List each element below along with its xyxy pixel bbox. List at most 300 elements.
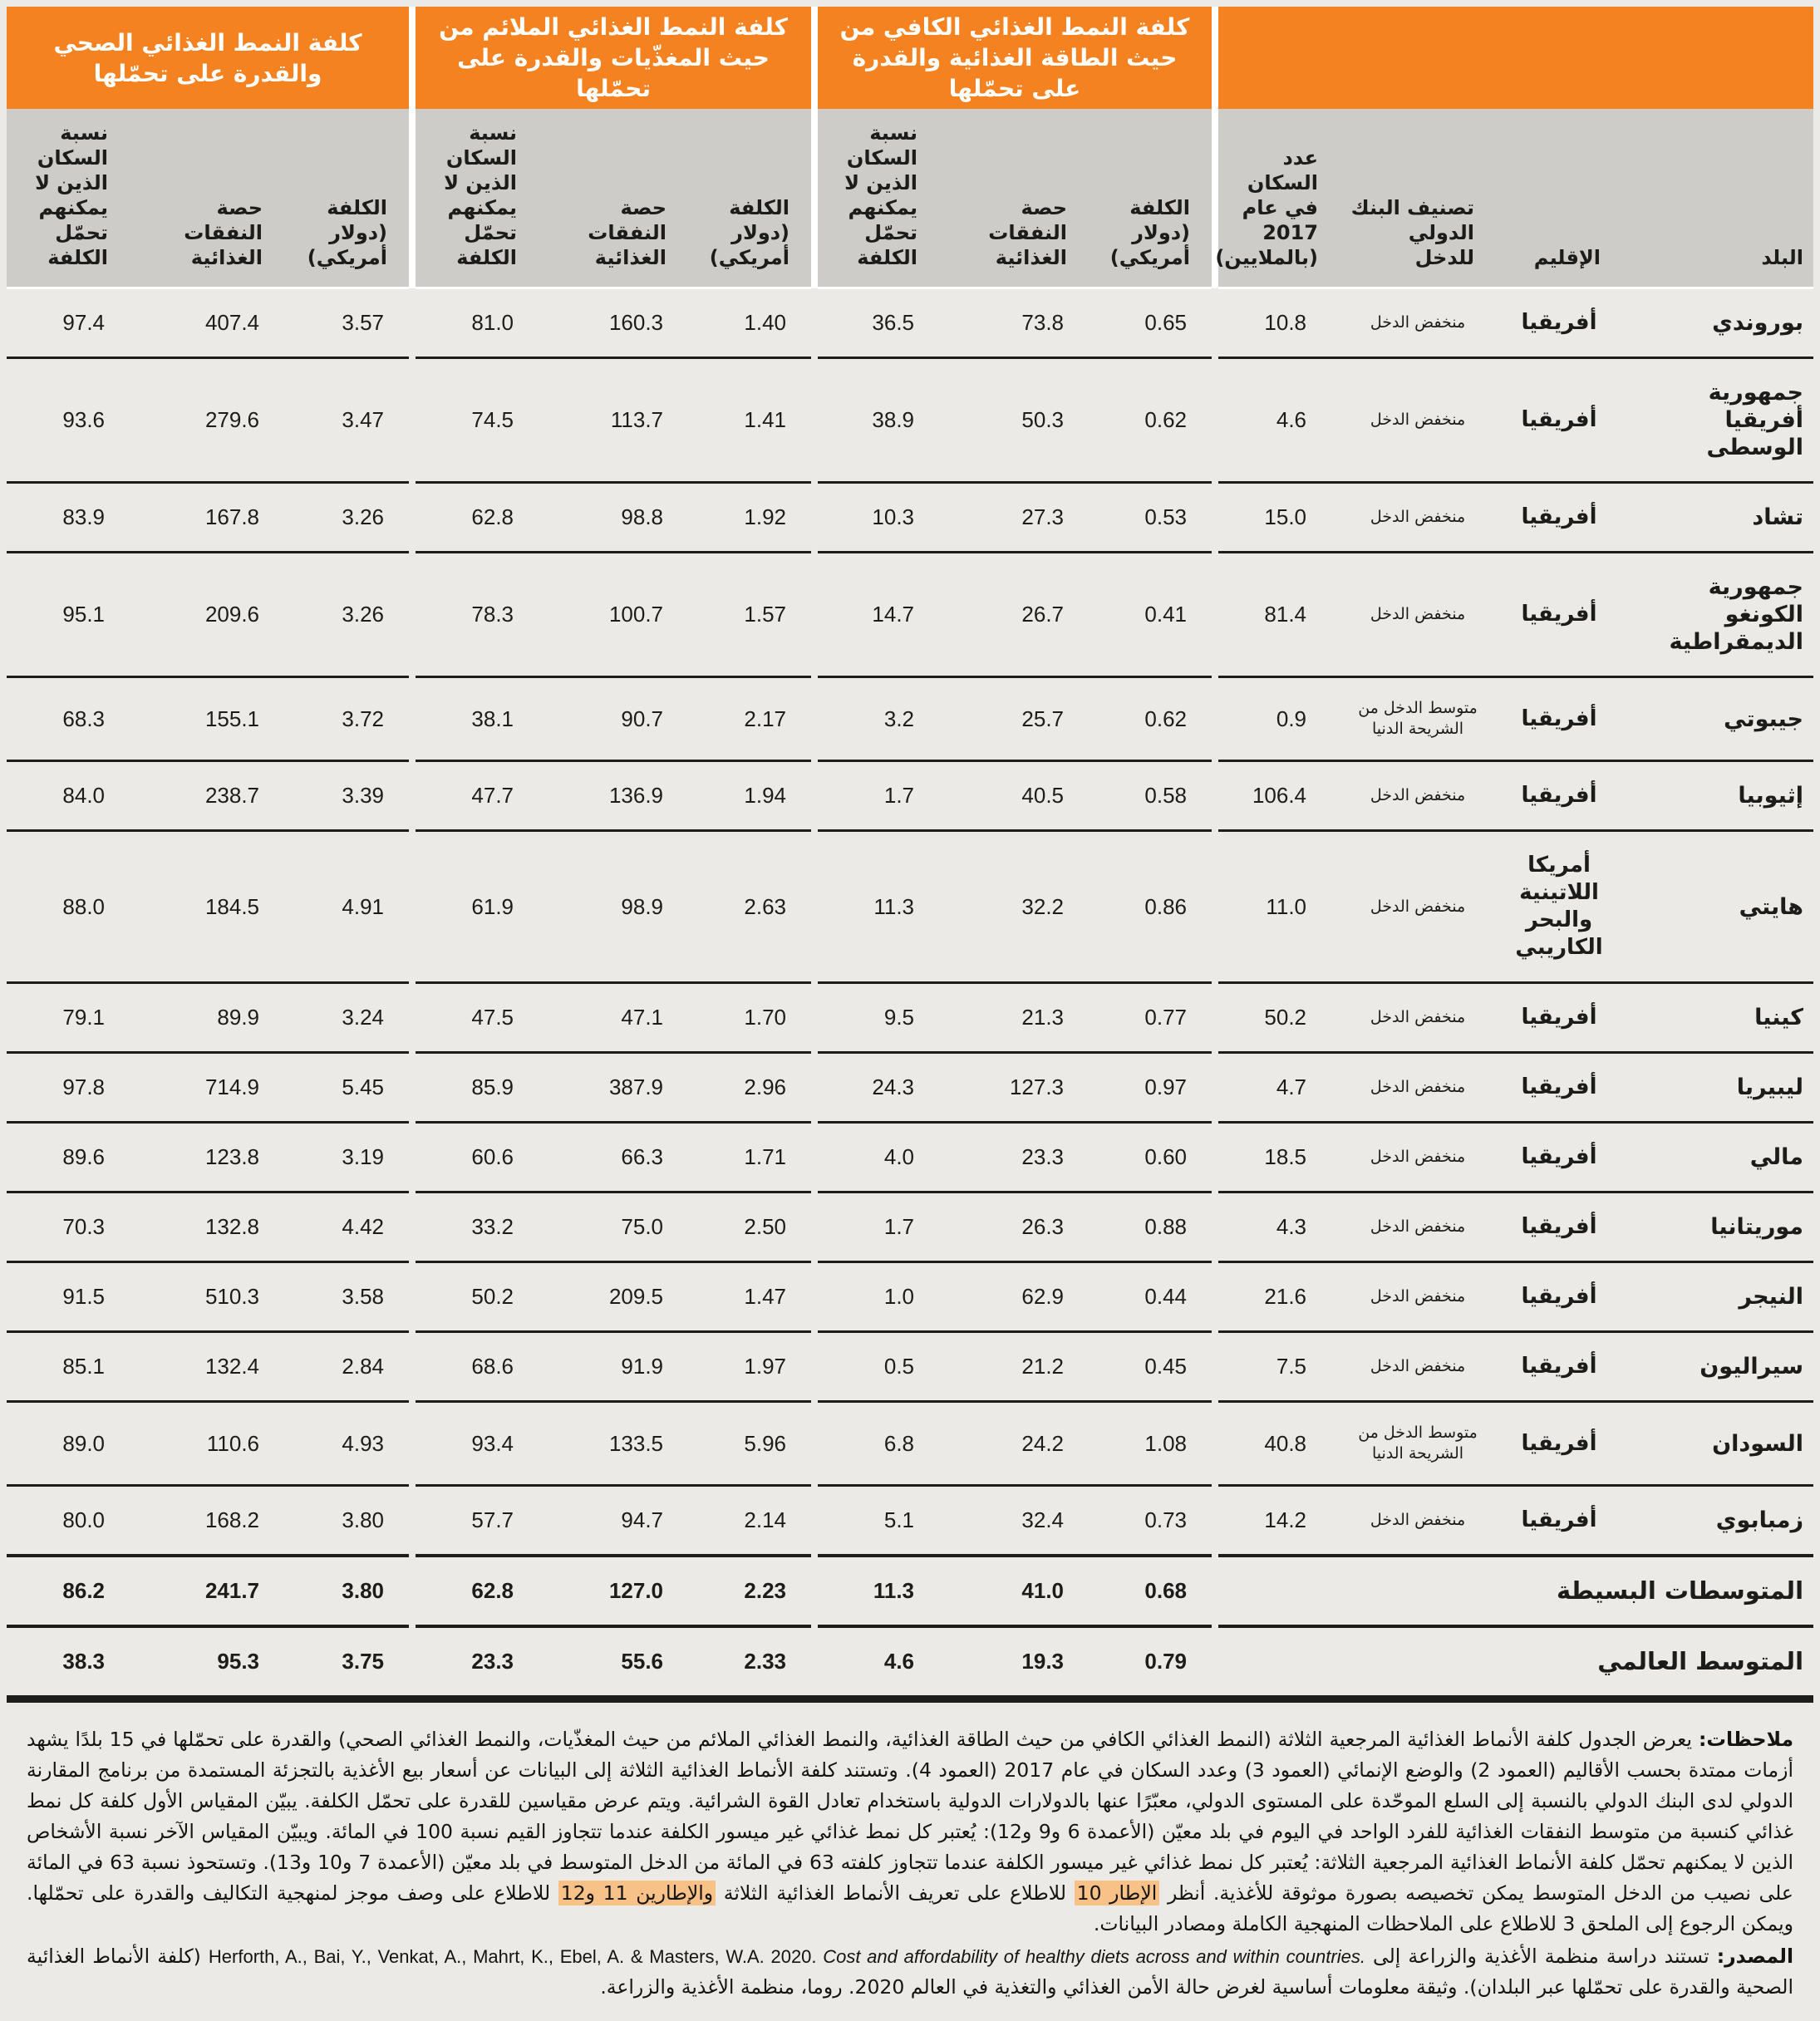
cell-healthy-unaffordable: 88.0 [7,831,130,983]
cell-nutrient-unaffordable: 74.5 [416,358,539,483]
cell-energy-unaffordable: 24.3 [818,1053,939,1123]
column-gap [811,831,818,983]
cell-healthy-unaffordable: 89.6 [7,1123,130,1192]
cell-nutrient-share: 136.9 [539,761,688,831]
column-gap [1212,1332,1218,1402]
cell-energy-share: 26.7 [939,553,1089,677]
cell-nutrient-cost: 1.94 [688,761,811,831]
cell-nutrient-unaffordable: 78.3 [416,553,539,677]
cell-nutrient-unaffordable: 60.6 [416,1123,539,1192]
cell-energy-share: 23.3 [939,1123,1089,1192]
cell-healthy-cost: 3.57 [342,310,385,335]
column-header-nutrient-cost: الكلفة (دولار أمريكي) [688,109,811,288]
cell-income-classification: منخفض الدخل [1340,983,1496,1053]
cell-population: 4.6 [1218,358,1340,483]
cell-nutrient-unaffordable: 62.8 [416,1556,539,1626]
cell-energy-unaffordable: 1.7 [818,761,939,831]
cell-energy-cost: 1.08 [1089,1402,1212,1486]
cell-nutrient-cost: 1.71 [688,1123,811,1192]
column-gap [811,1053,818,1123]
group-header-healthy-diet: كلفة النمط الغذائي الصحي والقدرة على تحمّلها [7,7,409,109]
cell-region: أفريقيا [1496,1486,1622,1556]
cell-energy-unaffordable: 6.8 [818,1402,939,1486]
cell-country: زمبابوي [1622,1486,1813,1556]
cell-region: أفريقيا [1496,483,1622,553]
cell-nutrient-unaffordable: 93.4 [416,1402,539,1486]
table-row [7,288,1813,358]
cell-population: 4.3 [1218,1192,1340,1262]
cell-nutrient-cost: 2.17 [688,677,811,761]
cell-energy-share: 32.4 [939,1486,1089,1556]
cell-nutrient-share: 387.9 [539,1053,688,1123]
cell-healthy-cost: 3.75 [284,1626,409,1695]
cell-nutrient-cost: 2.63 [688,831,811,983]
cell-nutrient-cost: 1.92 [688,483,811,553]
cell-region: أمريكا اللاتينية والبحر الكاريبي [1496,831,1622,983]
column-gap [811,1402,818,1486]
summary-row-label: المتوسط العالمي [1218,1626,1813,1695]
cell-healthy-unaffordable: 97.8 [7,1053,130,1123]
cell-energy-share: 26.3 [939,1192,1089,1262]
cell-healthy-cost: 3.72 [284,677,409,761]
cell-energy-share: 21.2 [939,1332,1089,1402]
column-gap [1212,1626,1218,1695]
cell-country: إثيوبيا [1622,761,1813,831]
cell-healthy-cost: 3.47 [284,358,409,483]
cell-nutrient-cost: 1.47 [688,1262,811,1332]
cell-healthy-unaffordable: 80.0 [7,1486,130,1556]
source-title: Cost and affordability of healthy diets across and within countries. [816,1946,1365,1967]
column-gap [1212,983,1218,1053]
column-gap [811,109,818,288]
column-gap [1212,288,1218,358]
column-gap [409,358,416,483]
cell-income-classification: منخفض الدخل [1340,1262,1496,1332]
cell-nutrient-unaffordable: 62.8 [416,483,539,553]
cell-region: أفريقيا [1521,310,1597,335]
column-header-nutrient-share: حصة النفقات الغذائية [539,109,688,288]
cell-healthy-unaffordable: 93.6 [7,358,130,483]
cell-income-classification: منخفض الدخل [1340,1123,1496,1192]
column-gap [811,553,818,677]
cell-country: ليبيريا [1622,1053,1813,1123]
column-gap [409,1332,416,1402]
cell-energy-unaffordable: 1.0 [818,1262,939,1332]
column-gap [811,761,818,831]
cell-nutrient-unaffordable: 47.5 [416,983,539,1053]
cell-income-classification: منخفض الدخل [1340,831,1496,983]
cell-healthy-unaffordable: 38.3 [7,1626,130,1695]
cell-country: تشاد [1622,483,1813,553]
cell-energy-cost: 0.53 [1089,483,1212,553]
column-gap [1212,483,1218,553]
column-header-country: البلد [1622,109,1813,288]
cell-energy-cost: 0.60 [1089,1123,1212,1192]
cell-nutrient-share: 90.7 [539,677,688,761]
cell-energy-cost: 0.77 [1089,983,1212,1053]
cell-healthy-cost: 3.26 [284,553,409,677]
cell-country: جيبوتي [1622,677,1813,761]
cell-healthy-share: 510.3 [130,1262,284,1332]
cell-country: جمهورية الكونغو الديمقراطية [1622,553,1813,677]
cell-energy-share: 41.0 [939,1556,1089,1626]
group-header-country-block [1218,7,1813,109]
cell-region: أفريقيا [1496,1192,1622,1262]
column-gap [811,1262,818,1332]
cell-energy-share: 32.2 [939,831,1089,983]
cell-nutrient-share: 94.7 [539,1486,688,1556]
summary-row-label: المتوسطات البسيطة [1218,1556,1813,1626]
cell-population: 15.0 [1218,483,1340,553]
diet-cost-table-wrap [7,7,1813,1703]
column-gap [409,1556,416,1626]
cell-energy-cost: 0.62 [1089,358,1212,483]
cell-energy-cost: 0.73 [1089,1486,1212,1556]
table-row [7,1332,1813,1402]
cell-income-classification: منخفض الدخل [1340,1486,1496,1556]
table-row [7,553,1813,677]
cell-energy-share: 62.9 [939,1262,1089,1332]
cell-nutrient-share: 133.5 [539,1402,688,1486]
column-header-energy-cost: الكلفة (دولار أمريكي) [1089,109,1212,288]
cell-healthy-share: 132.8 [130,1192,284,1262]
column-gap [811,288,818,358]
cell-nutrient-unaffordable: 85.9 [416,1053,539,1123]
cell-healthy-unaffordable: 70.3 [7,1192,130,1262]
column-gap [811,7,818,109]
cell-healthy-unaffordable: 83.9 [7,483,130,553]
cell-energy-share: 25.7 [939,677,1089,761]
cell-healthy-cost: 3.58 [284,1262,409,1332]
table-row [7,358,1813,483]
column-gap [1212,1556,1218,1626]
table-row [7,1053,1813,1123]
table-row [7,1402,1813,1486]
source-label: المصدر: [1716,1945,1794,1968]
column-gap [811,677,818,761]
cell-healthy-share: 168.2 [130,1486,284,1556]
cell-healthy-cost: 3.19 [284,1123,409,1192]
source-intro: تستند دراسة منظمة الأغذية والزراعة إلى [1365,1945,1717,1968]
cell-healthy-cost: 3.39 [284,761,409,831]
cell-population: 106.4 [1218,761,1340,831]
cell-healthy-unaffordable: 85.1 [7,1332,130,1402]
table-row [7,761,1813,831]
column-gap [811,483,818,553]
cell-nutrient-share: 100.7 [539,553,688,677]
cell-healthy-share: 155.1 [130,677,284,761]
column-gap [1212,553,1218,677]
cell-energy-unaffordable: 5.1 [818,1486,939,1556]
column-gap [409,7,416,109]
cell-energy-share: 21.3 [939,983,1089,1053]
column-gap [1212,358,1218,483]
cell-energy-cost: 0.68 [1089,1556,1212,1626]
group-header-energy-diet: كلفة النمط الغذائي الكافي من حيث الطاقة الغذائية والقدرة على تحمّلها [818,7,1212,109]
column-header-healthy-share: حصة النفقات الغذائية [130,109,284,288]
cell-healthy-unaffordable: 86.2 [7,1556,130,1626]
box-10-reference: الإطار 10 [1075,1881,1160,1905]
column-header-healthy-unaffordable: نسبة السكان الذين لا يمكنهم تحمّل الكلفة [7,109,130,288]
cell-nutrient-cost: 2.33 [688,1626,811,1695]
cell-nutrient-unaffordable: 81.0 [471,310,514,335]
cell-region: أفريقيا [1496,983,1622,1053]
cell-energy-cost: 0.41 [1089,553,1212,677]
group-header-nutrient-diet: كلفة النمط الغذائي الملائم من حيث المغذّيات والقدرة على تحمّلها [416,7,811,109]
cell-nutrient-cost: 2.96 [688,1053,811,1123]
column-gap [1212,1123,1218,1192]
cell-population: 18.5 [1218,1123,1340,1192]
cell-nutrient-share: 91.9 [539,1332,688,1402]
table-row-simple-averages [7,1556,1813,1626]
boxes-11-12-reference: والإطارين 11 و12 [558,1881,716,1905]
column-gap [811,358,818,483]
column-gap [409,831,416,983]
cell-healthy-share: 95.3 [130,1626,284,1695]
cell-population: 0.9 [1218,677,1340,761]
cell-energy-unaffordable: 0.5 [818,1332,939,1402]
cell-nutrient-share: 209.5 [539,1262,688,1332]
cell-healthy-unaffordable: 91.5 [7,1262,130,1332]
cell-country: السودان [1622,1402,1813,1486]
cell-nutrient-cost: 1.97 [688,1332,811,1402]
cell-energy-share: 24.2 [939,1402,1089,1486]
cell-nutrient-unaffordable: 57.7 [416,1486,539,1556]
cell-healthy-unaffordable: 84.0 [7,761,130,831]
cell-healthy-share: 714.9 [130,1053,284,1123]
column-gap [409,761,416,831]
cell-population: 4.7 [1218,1053,1340,1123]
cell-income-classification: منخفض الدخل [1340,553,1496,677]
cell-nutrient-cost: 5.96 [688,1402,811,1486]
column-gap [409,1262,416,1332]
column-gap [1212,1053,1218,1123]
table-row [7,1192,1813,1262]
column-header-healthy-cost: الكلفة (دولار أمريكي) [284,109,409,288]
column-gap [1212,831,1218,983]
column-header-nutrient-unaffordable: نسبة السكان الذين لا يمكنهم تحمّل الكلفة [416,109,539,288]
cell-healthy-unaffordable: 95.1 [7,553,130,677]
cell-healthy-unaffordable: 68.3 [7,677,130,761]
cell-region: أفريقيا [1496,1402,1622,1486]
cell-energy-share: 27.3 [939,483,1089,553]
cell-nutrient-unaffordable: 68.6 [416,1332,539,1402]
cell-population: 7.5 [1218,1332,1340,1402]
cell-energy-unaffordable: 36.5 [872,310,915,335]
cell-region: أفريقيا [1496,677,1622,761]
cell-region: أفريقيا [1496,1053,1622,1123]
cell-healthy-share: 241.7 [130,1556,284,1626]
cell-nutrient-unaffordable: 38.1 [416,677,539,761]
cell-healthy-cost: 5.45 [284,1053,409,1123]
cell-healthy-cost: 4.91 [284,831,409,983]
column-header-population: عدد السكان في عام 2017 (بالملايين) [1218,109,1340,288]
cell-healthy-cost: 3.80 [284,1486,409,1556]
cell-nutrient-cost: 2.23 [688,1556,811,1626]
cell-population: 81.4 [1218,553,1340,677]
column-gap [811,1123,818,1192]
column-header-region: الإقليم [1496,109,1622,288]
cell-income-classification: منخفض الدخل [1340,1192,1496,1262]
notes-text: يعرض الجدول كلفة الأنماط الغذائية المرجعية الثلاثة (النمط الغذائي الكافي من حيث الطاقة الغذائية، والنمط الغذائي الملائم من حيث المغذّيات، والنمط الغذائي الصحي) والقدرة على تحمّلها في 15 بلدًا يشهد أزمات ممتدة بحسب الأقاليم (العمود 2) والوضع الإنمائي (العمود 3) وعدد السكان في عام 2017 (العمود 4). وتستند كلفة الأنماط الغذائية الثلاثة إلى البيانات عن أسعار بيع الأغذية بالتجزئة المستمدة من برنامج المقارنة الدولي لدى البنك الدولي بالنسبة إلى السلع الموحّدة على المستوى الدولي، معبّرًا عنها بالدولارات الدولية باستخدام تعادل القوة الشرائية. ويتم عرض مقياسين للقدرة على تحمّل الكلفة. يبيّن المقياس الأول كلفة كل نمط غذائي كنسبة من متوسط النفقات الغذائية للفرد الواحد في اليوم في بلد معيّن (الأعمدة 6 و9 و12): يُعتبر كل نمط غذائي غير ميسور الكلفة عندما تتجاوز القيم نسبة 100 في المائة. ويبيّن المقياس الآخر نسبة الأشخاص الذين لا يمكنهم تحمّل كلفة الأنماط الغذائية المرجعية الثلاثة: يُعتبر كل نمط غذائي غير ميسور الكلفة عندما تتجاوز كلفته 63 في المائة من الدخل المتوسط في بلد معيّن (الأعمدة 7 و10 و13). وتستحوذ نسبة 63 في المائة على نصيب من الدخل المتوسط يمكن تخصيصه بصورة موثوقة للأغذية. أنظر [27,1728,1794,1905]
cell-nutrient-unaffordable: 47.7 [416,761,539,831]
cell-nutrient-unaffordable: 23.3 [416,1626,539,1695]
cell-energy-unaffordable: 3.2 [818,677,939,761]
cell-country: بوروندي [1712,310,1804,336]
cell-healthy-cost: 2.84 [284,1332,409,1402]
cell-energy-unaffordable: 14.7 [818,553,939,677]
cell-healthy-cost: 3.26 [284,483,409,553]
cell-energy-share: 40.5 [939,761,1089,831]
cell-income-classification: متوسط الدخل من الشريحة الدنيا [1340,677,1496,761]
cell-healthy-unaffordable: 97.4 [62,310,106,335]
column-gap [409,1486,416,1556]
notes-text: للاطلاع على وصف موجز لمنهجية التكاليف والقدرة على تحمّلها. ويمكن الرجوع إلى الملحق 3 للاطلاع على الملاحظات المنهجية الكاملة ومصادر البيانات. [27,1881,1793,1935]
diet-cost-affordability-table [7,7,1813,1695]
cell-energy-cost: 0.44 [1089,1262,1212,1332]
cell-nutrient-share: 160.3 [608,310,664,335]
column-gap [409,1626,416,1695]
cell-country: موريتانيا [1622,1192,1813,1262]
cell-nutrient-cost: 2.14 [688,1486,811,1556]
cell-energy-cost: 0.88 [1089,1192,1212,1262]
cell-nutrient-share: 55.6 [539,1626,688,1695]
column-gap [811,1626,818,1695]
group-header-row [7,7,1813,109]
column-header-energy-share: حصة النفقات الغذائية [939,109,1089,288]
column-gap [811,1556,818,1626]
cell-energy-unaffordable: 11.3 [818,831,939,983]
cell-country: جمهورية أفريقيا الوسطى [1622,358,1813,483]
column-gap [409,1123,416,1192]
cell-energy-unaffordable: 4.0 [818,1123,939,1192]
cell-nutrient-cost: 1.41 [688,358,811,483]
notes-section [7,1703,1813,2003]
column-gap [409,1192,416,1262]
cell-income-classification: منخفض الدخل [1340,483,1496,553]
cell-nutrient-share: 113.7 [539,358,688,483]
cell-healthy-share: 184.5 [130,831,284,983]
cell-income-classification: منخفض الدخل [1370,313,1466,332]
cell-energy-cost: 0.97 [1089,1053,1212,1123]
cell-healthy-share: 407.4 [204,310,260,335]
cell-region: أفريقيا [1496,761,1622,831]
cell-income-classification: منخفض الدخل [1340,761,1496,831]
cell-nutrient-cost: 1.70 [688,983,811,1053]
cell-population: 21.6 [1218,1262,1340,1332]
cell-income-classification: منخفض الدخل [1340,1053,1496,1123]
cell-energy-cost: 0.45 [1089,1332,1212,1402]
column-gap [409,553,416,677]
column-gap [409,1053,416,1123]
table-row [7,1262,1813,1332]
column-gap [1212,1262,1218,1332]
cell-nutrient-unaffordable: 61.9 [416,831,539,983]
cell-energy-cost: 0.62 [1089,677,1212,761]
cell-energy-unaffordable: 10.3 [818,483,939,553]
cell-energy-unaffordable: 38.9 [818,358,939,483]
cell-nutrient-cost: 1.57 [688,553,811,677]
table-row [7,831,1813,983]
cell-nutrient-share: 75.0 [539,1192,688,1262]
column-gap [811,1192,818,1262]
column-header-row [7,109,1813,288]
table-row-world-average [7,1626,1813,1695]
cell-energy-cost: 0.86 [1089,831,1212,983]
cell-country: هايتي [1622,831,1813,983]
cell-healthy-cost: 4.93 [284,1402,409,1486]
cell-healthy-unaffordable: 79.1 [7,983,130,1053]
cell-region: أفريقيا [1496,1123,1622,1192]
column-gap [1212,1486,1218,1556]
cell-population: 11.0 [1218,831,1340,983]
table-row [7,1486,1813,1556]
notes-paragraph [27,1724,1793,1940]
cell-healthy-cost: 3.80 [284,1556,409,1626]
cell-nutrient-cost: 1.40 [744,310,787,335]
cell-population: 10.8 [1264,310,1307,335]
column-gap [811,1332,818,1402]
column-header-energy-unaffordable: نسبة السكان الذين لا يمكنهم تحمّل الكلفة [818,109,939,288]
table-row [7,677,1813,761]
source-rest: (كلفة الأنماط الغذائية الصحية والقدرة على تحمّلها عبر البلدان). وثيقة معلومات أساسية لغرض حالة الأمن الغذائي والتغذية في العالم 2020. روما، منظمة الأغذية والزراعة. [27,1945,1793,1999]
column-header-income-class: تصنيف البنك الدولي للدخل [1340,109,1496,288]
cell-healthy-share: 238.7 [130,761,284,831]
column-gap [409,483,416,553]
cell-region: أفريقيا [1496,1332,1622,1402]
cell-nutrient-share: 66.3 [539,1123,688,1192]
cell-healthy-unaffordable: 89.0 [7,1402,130,1486]
cell-healthy-share: 279.6 [130,358,284,483]
cell-country: كينيا [1622,983,1813,1053]
cell-population: 40.8 [1218,1402,1340,1486]
column-gap [409,1402,416,1486]
cell-energy-share: 127.3 [939,1053,1089,1123]
cell-country: سيراليون [1622,1332,1813,1402]
column-gap [409,109,416,288]
cell-region: أفريقيا [1496,553,1622,677]
table-row [7,483,1813,553]
cell-nutrient-unaffordable: 33.2 [416,1192,539,1262]
cell-healthy-share: 132.4 [130,1332,284,1402]
cell-energy-share: 50.3 [939,358,1089,483]
column-gap [409,288,416,358]
cell-region: أفريقيا [1496,358,1622,483]
cell-country: مالي [1622,1123,1813,1192]
column-gap [1212,761,1218,831]
notes-label: ملاحظات: [1698,1728,1793,1751]
notes-text: للاطلاع على تعريف الأنماط الغذائية الثلاثة [716,1881,1075,1905]
cell-energy-unaffordable: 4.6 [818,1626,939,1695]
cell-energy-share: 19.3 [939,1626,1089,1695]
cell-healthy-share: 110.6 [130,1402,284,1486]
cell-healthy-share: 167.8 [130,483,284,553]
cell-energy-cost: 0.79 [1089,1626,1212,1695]
column-gap [811,983,818,1053]
cell-healthy-cost: 3.24 [284,983,409,1053]
cell-population: 50.2 [1218,983,1340,1053]
column-gap [1212,7,1218,109]
cell-nutrient-share: 98.8 [539,483,688,553]
cell-nutrient-cost: 2.50 [688,1192,811,1262]
cell-country: النيجر [1622,1262,1813,1332]
cell-healthy-share: 123.8 [130,1123,284,1192]
column-gap [811,1486,818,1556]
cell-nutrient-share: 47.1 [539,983,688,1053]
cell-nutrient-unaffordable: 50.2 [416,1262,539,1332]
column-gap [409,677,416,761]
cell-healthy-cost: 4.42 [284,1192,409,1262]
